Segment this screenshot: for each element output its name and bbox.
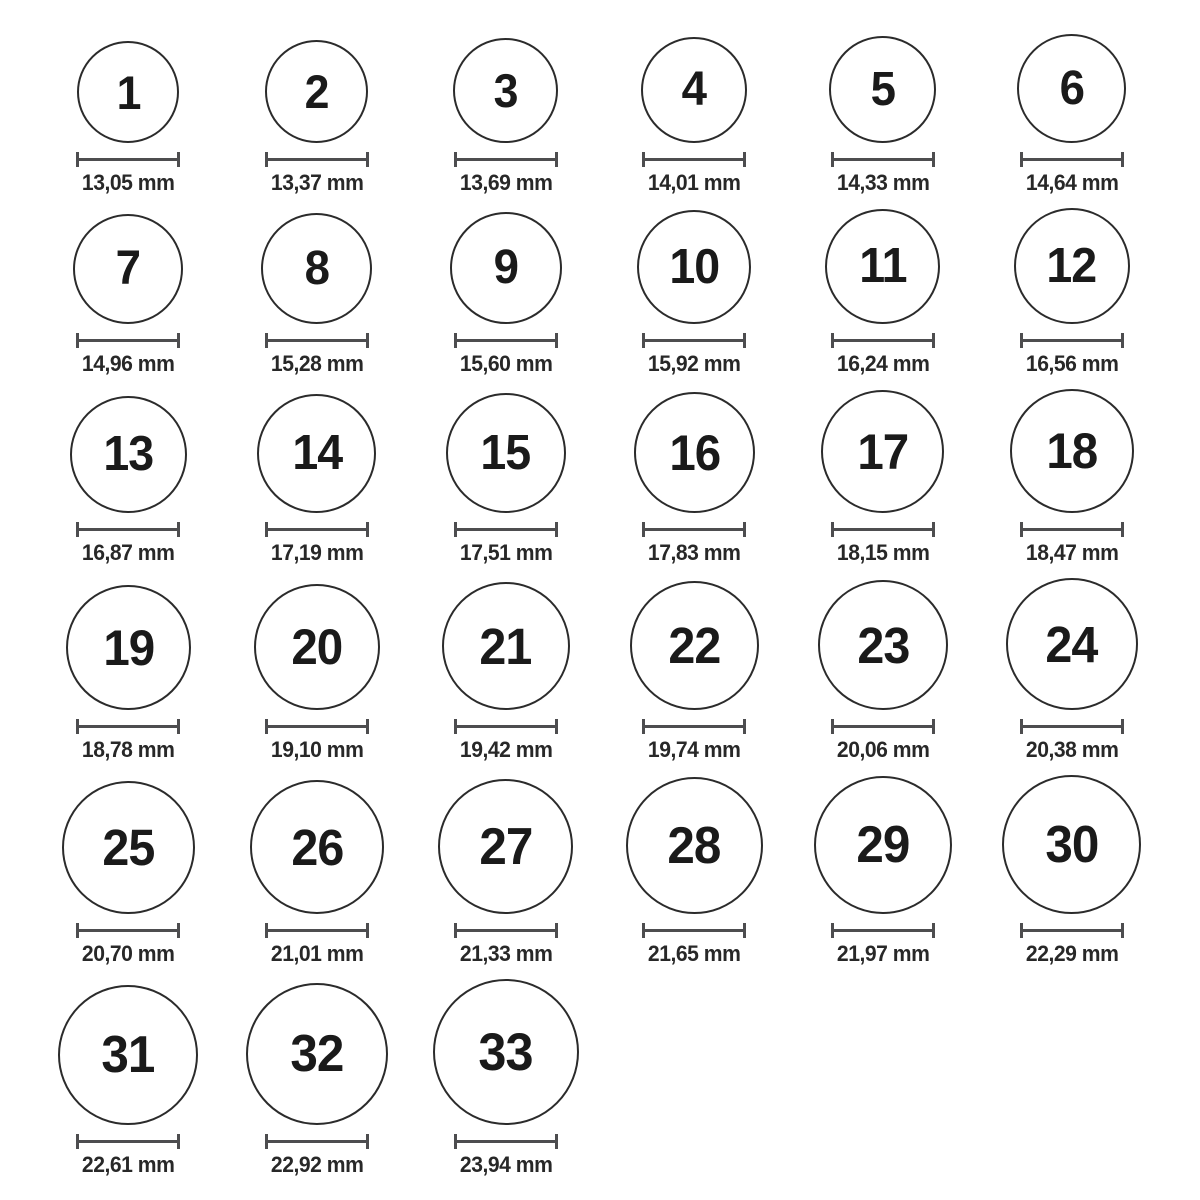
ring-size-item [66, 585, 191, 763]
ring-size-item [265, 40, 369, 196]
diameter-measure-line [642, 152, 746, 167]
ring-circle [825, 209, 940, 324]
ring-circle [1010, 389, 1134, 513]
ring-size-item [630, 581, 759, 763]
ring-size-row [34, 775, 1166, 967]
ring-size-number: 16 [668, 424, 720, 481]
ring-circle [433, 979, 579, 1125]
ring-size-row [34, 578, 1166, 763]
diameter-value-label: 15,92 mm [648, 351, 741, 376]
ring-circle [630, 581, 759, 710]
ring-size-item [250, 780, 384, 967]
diameter-value-label: 21,97 mm [836, 941, 930, 966]
diameter-value-label: 20,70 mm [82, 941, 175, 966]
ring-size-item [254, 584, 380, 763]
ring-size-item [433, 979, 579, 1178]
ring-size-number: 32 [290, 1025, 344, 1083]
diameter-measure-line [454, 1134, 558, 1149]
ring-size-number: 20 [291, 619, 343, 675]
ring-size-number: 3 [493, 64, 518, 117]
diameter-measure-line [1020, 923, 1124, 938]
diameter-measure-line [76, 152, 180, 167]
diameter-value-label: 16,56 mm [1025, 351, 1118, 376]
ring-circle [446, 393, 566, 513]
ring-size-number: 28 [667, 816, 721, 875]
diameter-value-label: 15,60 mm [459, 351, 552, 376]
ring-size-number: 10 [669, 239, 720, 294]
diameter-value-label: 19,42 mm [459, 737, 552, 762]
ring-circle [829, 36, 936, 143]
ring-size-number: 8 [304, 241, 330, 295]
ring-size-item [1006, 578, 1138, 763]
ring-circle [626, 777, 763, 914]
ring-circle [1002, 775, 1141, 914]
ring-size-item [637, 210, 751, 377]
diameter-value-label: 19,74 mm [648, 737, 741, 762]
ring-size-item [1017, 34, 1126, 196]
diameter-measure-line [1020, 152, 1124, 167]
ring-circle [70, 396, 187, 513]
diameter-measure-line [265, 522, 369, 537]
diameter-measure-line [454, 333, 558, 348]
ring-circle [450, 212, 562, 324]
ring-size-item [450, 212, 562, 377]
ring-size-number: 26 [290, 818, 343, 876]
diameter-value-label: 16,87 mm [82, 540, 175, 565]
ring-circle [265, 40, 368, 143]
diameter-measure-line [265, 333, 369, 348]
diameter-measure-line [831, 719, 935, 734]
diameter-measure-line [454, 719, 558, 734]
ring-circle [58, 985, 198, 1125]
ring-size-number: 22 [668, 617, 721, 674]
ring-size-item [1014, 208, 1130, 377]
diameter-value-label: 17,51 mm [459, 540, 552, 565]
diameter-value-label: 13,37 mm [270, 170, 364, 195]
ring-size-item [641, 37, 747, 196]
diameter-value-label: 21,65 mm [648, 941, 741, 966]
diameter-measure-line [831, 152, 935, 167]
ring-size-item [829, 36, 936, 196]
diameter-value-label: 13,69 mm [459, 170, 552, 195]
diameter-value-label: 20,06 mm [836, 737, 930, 762]
ring-circle [77, 41, 179, 143]
ring-circle [1006, 578, 1138, 710]
ring-size-number: 6 [1059, 61, 1084, 115]
ring-circle [250, 780, 384, 914]
ring-size-number: 2 [305, 65, 329, 118]
ring-size-item [438, 779, 573, 967]
ring-size-item [257, 394, 376, 566]
ring-circle [634, 392, 755, 513]
ring-size-rows [34, 34, 1166, 1178]
ring-size-number: 13 [103, 427, 154, 481]
ring-size-number: 17 [857, 423, 909, 480]
ring-size-item [825, 209, 940, 377]
ring-circle [641, 37, 747, 143]
ring-size-item [62, 781, 195, 967]
ring-size-number: 21 [479, 617, 532, 675]
ring-size-item [453, 38, 558, 196]
ring-size-item [814, 776, 952, 967]
diameter-value-label: 16,24 mm [836, 351, 930, 376]
ring-size-number: 5 [870, 62, 896, 116]
diameter-measure-line [1020, 719, 1124, 734]
ring-size-item [1010, 389, 1134, 566]
ring-size-number: 15 [480, 425, 531, 480]
diameter-value-label: 21,01 mm [270, 941, 364, 966]
diameter-measure-line [265, 152, 369, 167]
ring-size-number: 12 [1046, 238, 1097, 293]
diameter-value-label: 22,92 mm [270, 1152, 364, 1177]
ring-circle [637, 210, 751, 324]
ring-size-number: 33 [478, 1022, 533, 1082]
diameter-measure-line [76, 923, 180, 938]
diameter-measure-line [76, 719, 180, 734]
ring-size-number: 11 [859, 239, 907, 293]
diameter-measure-line [831, 333, 935, 348]
ring-size-item [634, 392, 755, 566]
ring-size-item [1002, 775, 1141, 967]
diameter-measure-line [1020, 333, 1124, 348]
ring-circle [73, 214, 183, 324]
diameter-value-label: 14,64 mm [1025, 170, 1118, 195]
ring-size-number: 27 [479, 817, 533, 876]
ring-size-number: 30 [1045, 815, 1099, 874]
diameter-measure-line [454, 522, 558, 537]
diameter-value-label: 22,61 mm [82, 1152, 175, 1177]
ring-circle [818, 580, 948, 710]
diameter-value-label: 14,96 mm [82, 351, 175, 376]
diameter-measure-line [642, 719, 746, 734]
ring-size-number: 24 [1045, 615, 1098, 673]
ring-size-row [34, 979, 1166, 1178]
ring-size-row [34, 389, 1166, 566]
diameter-measure-line [642, 923, 746, 938]
ring-size-number: 31 [101, 1026, 155, 1084]
ring-size-number: 4 [682, 63, 707, 116]
ring-circle [1017, 34, 1126, 143]
ring-size-number: 18 [1046, 423, 1098, 479]
diameter-measure-line [265, 719, 369, 734]
ring-size-number: 25 [102, 819, 155, 876]
ring-circle [246, 983, 388, 1125]
ring-size-number: 19 [102, 619, 154, 676]
ring-size-item [626, 777, 763, 967]
diameter-measure-line [831, 522, 935, 537]
diameter-value-label: 18,78 mm [82, 737, 175, 762]
ring-circle [254, 584, 380, 710]
ring-size-item [442, 582, 570, 763]
diameter-value-label: 15,28 mm [270, 351, 364, 376]
diameter-measure-line [76, 522, 180, 537]
diameter-measure-line [454, 152, 558, 167]
ring-circle [814, 776, 952, 914]
diameter-value-label: 19,10 mm [270, 737, 364, 762]
ring-circle [62, 781, 195, 914]
diameter-measure-line [76, 333, 180, 348]
ring-circle [66, 585, 191, 710]
ring-size-number: 1 [116, 65, 141, 119]
ring-circle [257, 394, 376, 513]
diameter-value-label: 20,38 mm [1025, 737, 1118, 762]
ring-size-item [76, 41, 180, 196]
ring-circle [438, 779, 573, 914]
diameter-measure-line [265, 923, 369, 938]
diameter-measure-line [454, 923, 558, 938]
ring-size-item [73, 214, 183, 377]
diameter-value-label: 14,01 mm [648, 170, 741, 195]
diameter-value-label: 23,94 mm [459, 1152, 552, 1177]
ring-circle [821, 390, 944, 513]
diameter-measure-line [831, 923, 935, 938]
diameter-measure-line [265, 1134, 369, 1149]
diameter-value-label: 17,83 mm [648, 540, 741, 565]
diameter-measure-line [642, 333, 746, 348]
diameter-value-label: 17,19 mm [270, 540, 364, 565]
ring-circle [453, 38, 558, 143]
diameter-measure-line [1020, 522, 1124, 537]
diameter-measure-line [76, 1134, 180, 1149]
ring-circle [1014, 208, 1130, 324]
ring-circle [442, 582, 570, 710]
ring-size-item [261, 213, 372, 377]
ring-size-number: 23 [856, 616, 909, 674]
ring-size-item [821, 390, 944, 566]
diameter-value-label: 13,05 mm [82, 170, 175, 195]
ring-size-item [70, 396, 187, 566]
diameter-value-label: 18,47 mm [1025, 540, 1118, 565]
diameter-value-label: 18,15 mm [836, 540, 930, 565]
ring-size-item [818, 580, 948, 763]
ring-size-number: 7 [116, 242, 141, 295]
ring-size-item [246, 983, 388, 1178]
ring-size-item [446, 393, 566, 566]
diameter-value-label: 22,29 mm [1025, 941, 1118, 966]
ring-size-row [34, 208, 1166, 377]
diameter-value-label: 14,33 mm [836, 170, 930, 195]
ring-circle [261, 213, 372, 324]
diameter-measure-line [642, 522, 746, 537]
ring-size-number: 9 [493, 241, 518, 294]
ring-size-number: 29 [856, 816, 910, 874]
ring-size-number: 14 [292, 426, 342, 480]
ring-size-row [34, 34, 1166, 196]
ring-size-item [58, 985, 198, 1178]
diameter-value-label: 21,33 mm [459, 941, 552, 966]
